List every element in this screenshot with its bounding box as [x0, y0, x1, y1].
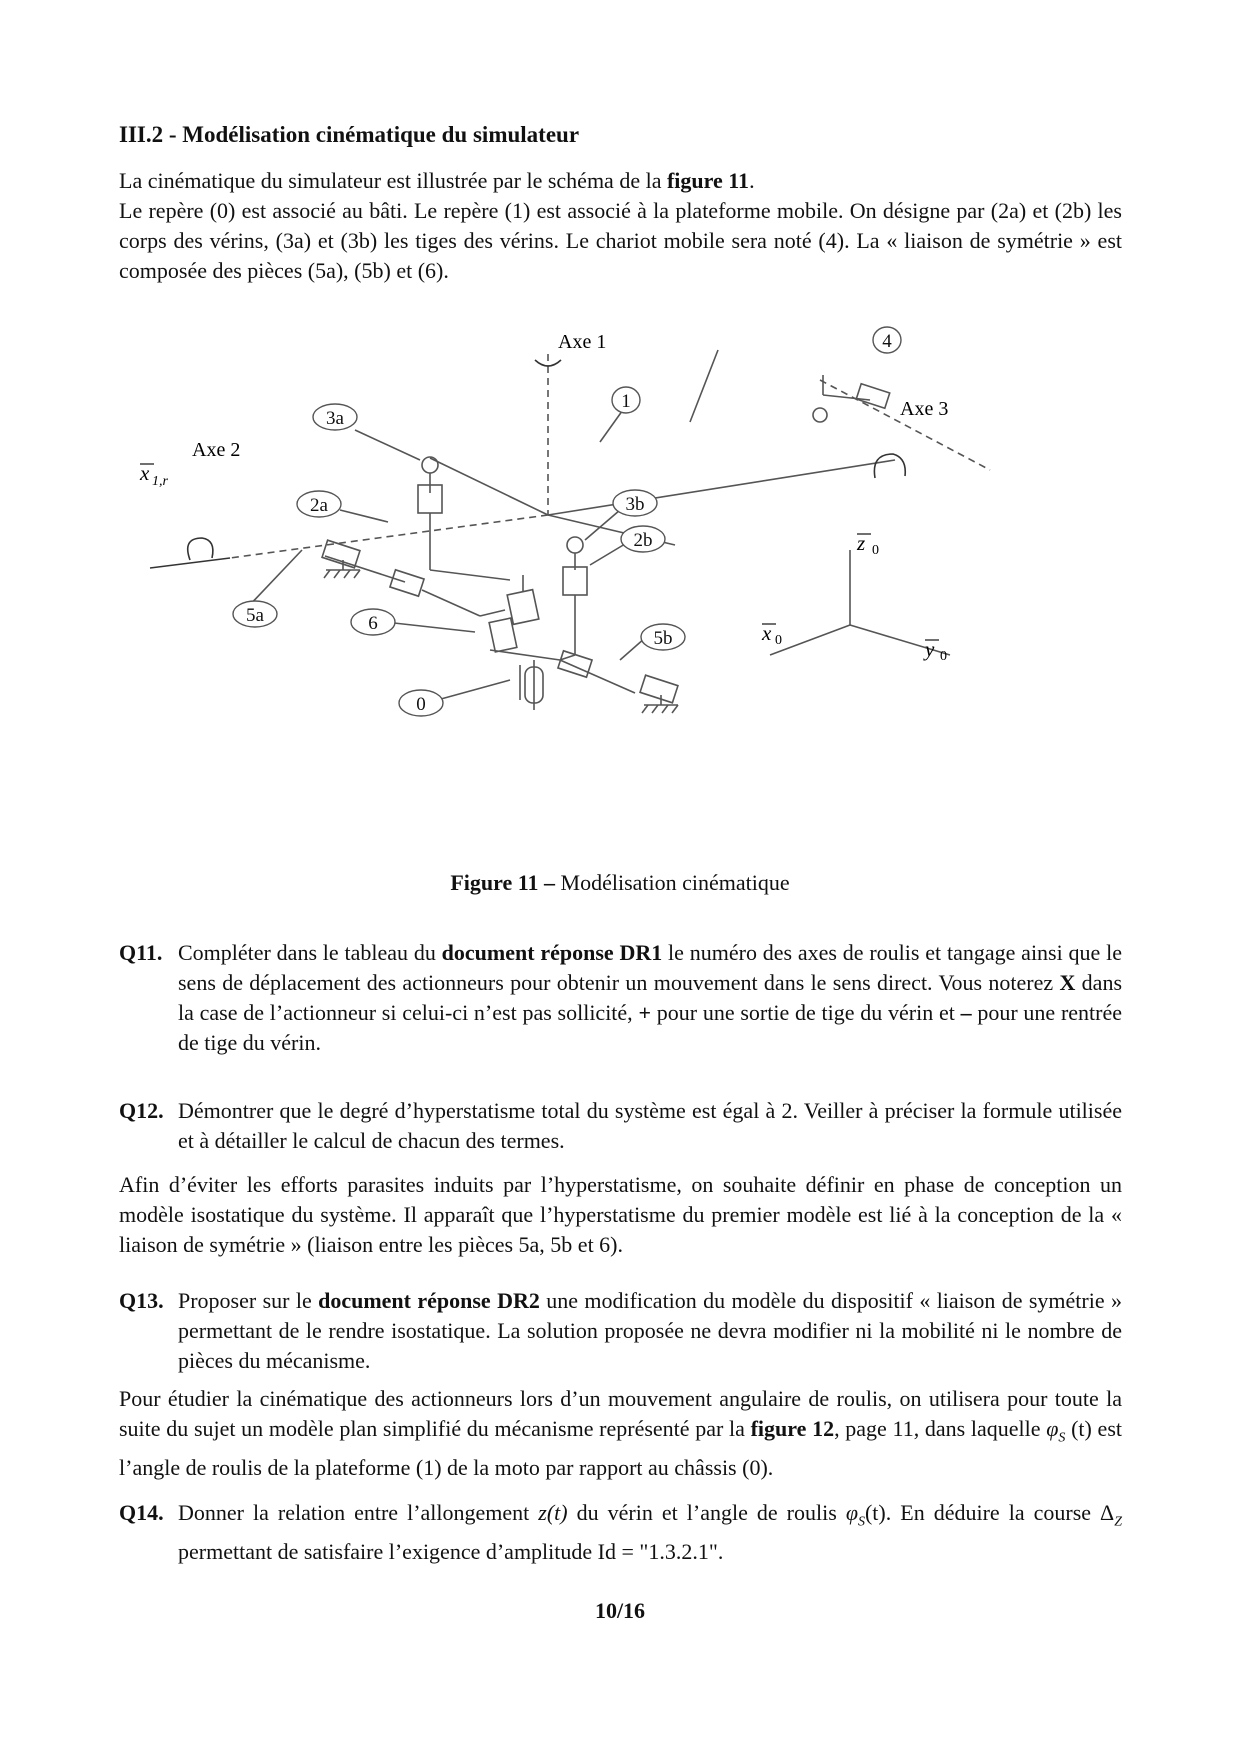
label-3b — [613, 490, 657, 516]
page-number: 10/16 — [594, 1598, 646, 1623]
svg-text:0: 0 — [416, 694, 426, 715]
svg-text:5a: 5a — [246, 605, 264, 626]
section-title: III.2 - Modélisation cinématique du simulateur — [119, 122, 580, 147]
intro-paragraph: La cinématique du simulateur est illustrée par le schéma de la figure 11. Le repère (0) est associé au bâti. Le repère (1) est associé à la plateforme mobile. On désigne par (2a) et (2b) les corps des vérins, (3a) et (3b) les tiges des vérins. Le chariot mobile sera noté (4). La « liaison de symétrie » est composée des pièces (5a), (5b) et (6). — [119, 168, 1122, 283]
svg-text:x: x — [140, 461, 150, 485]
kinematic-diagram — [130, 331, 1080, 820]
axe2-rotation-icon — [188, 538, 213, 560]
svg-text:1: 1 — [621, 391, 631, 412]
svg-text:0: 0 — [872, 543, 879, 558]
intro-line2: Le repère (0) est associé au bâti. Le repère (1) est associé à la plateforme mobile. On désigne par (2a) et (2b) les corps des vérins, (3a) et (3b) les tiges des vérins. Le chariot mobile sera noté (4). La « liaison de symétrie » est composée des pièces (5a), (5b) et (6). — [119, 198, 1122, 283]
axe2-label: Axe 2 — [192, 439, 241, 461]
label-1 — [612, 387, 640, 413]
label-0 — [399, 690, 443, 716]
label-5a — [233, 601, 277, 627]
label-6 — [351, 609, 395, 635]
axe3-label: Axe 3 — [900, 398, 949, 420]
z0-vector-label — [856, 531, 879, 558]
q13-number: Q13. — [119, 1288, 164, 1313]
svg-text:0: 0 — [775, 633, 782, 648]
question-q12: Q12. Démontrer que le degré d’hyperstatisme total du système est égal à 2. Veiller à préciser la formule utilisée et à détailler le calcul de chacun des termes. — [119, 1098, 1122, 1153]
q14-number: Q14. — [119, 1500, 164, 1525]
label-3a — [313, 404, 357, 430]
svg-text:0: 0 — [940, 649, 947, 664]
svg-text:4: 4 — [882, 331, 892, 352]
q12-number: Q12. — [119, 1098, 164, 1123]
label-4 — [873, 327, 901, 353]
svg-text:3a: 3a — [326, 408, 344, 429]
q11-number: Q11. — [119, 940, 163, 965]
svg-text:5b: 5b — [653, 628, 673, 649]
question-q11: Q11. Compléter dans le tableau du document réponse DR1 le numéro des axes de roulis et tangage ainsi que le sens de déplacement des actionneurs pour obtenir un mouvement dans le sens direct. Vous noterez X dans la case de l’actionneur si celui-ci n’est pas sollicité, + pour une sortie de tige du vérin et – pour une rentrée de tige du vérin. — [119, 940, 1123, 1055]
figure-caption: Figure 11 – Modélisation cinématique — [450, 870, 790, 895]
label-5b — [641, 624, 685, 650]
svg-text:3b: 3b — [625, 494, 645, 515]
svg-text:y: y — [925, 637, 935, 661]
svg-text:x: x — [762, 621, 772, 645]
svg-text:1,r: 1,r — [152, 474, 168, 489]
axe1-label: Axe 1 — [558, 331, 607, 353]
axe2-line — [230, 515, 548, 558]
x0-vector-label — [761, 621, 782, 648]
label-2b — [621, 526, 665, 552]
roulis-paragraph: Pour étudier la cinématique des actionneurs lors d’un mouvement angulaire de roulis, on utilisera pour toute la suite du sujet un modèle plan simplifié du mécanisme représenté par la figure 12, page 11, dans laquelle $\varphi_S$ (t) est l’angle de roulis de la plateforme (1) de la moto par rapport au châssis (0). — [119, 1386, 1122, 1481]
question-q13: Q13. Proposer sur le document réponse DR2 une modification du modèle du dispositif « liaison de symétrie » permettant de le rendre isostatique. La solution proposée ne devra modifier ni la mobilité ni le nombre de pièces du mécanisme. — [119, 1288, 1122, 1373]
platform-line — [548, 460, 895, 515]
question-q14: Q14. Donner la relation entre l’allongement z(t) du vérin et l’angle de roulis $\varphi_S(t)$. En déduire la course $\Delta_Z$ permettant de satisfaire l’exigence d’amplitude Id = "1.3.2.1". — [119, 1500, 1122, 1565]
axe3-line — [820, 380, 990, 470]
x1r-vector-label — [139, 461, 169, 489]
svg-text:z: z — [857, 531, 866, 555]
axe3-rotation-icon — [874, 454, 905, 478]
isostatic-paragraph: Afin d’éviter les efforts parasites induits par l’hyperstatisme, on souhaite définir en phase de conception un modèle isostatique du système. Il apparaît que l’hyperstatisme du premier modèle est lié à la conception de la « liaison de symétrie » (liaison entre les pièces 5a, 5b et 6). — [119, 1172, 1122, 1257]
svg-text:2b: 2b — [633, 530, 653, 551]
x0-axis — [770, 625, 850, 655]
svg-text:6: 6 — [368, 613, 378, 634]
label-2a — [297, 491, 341, 517]
svg-text:2a: 2a — [310, 495, 328, 516]
